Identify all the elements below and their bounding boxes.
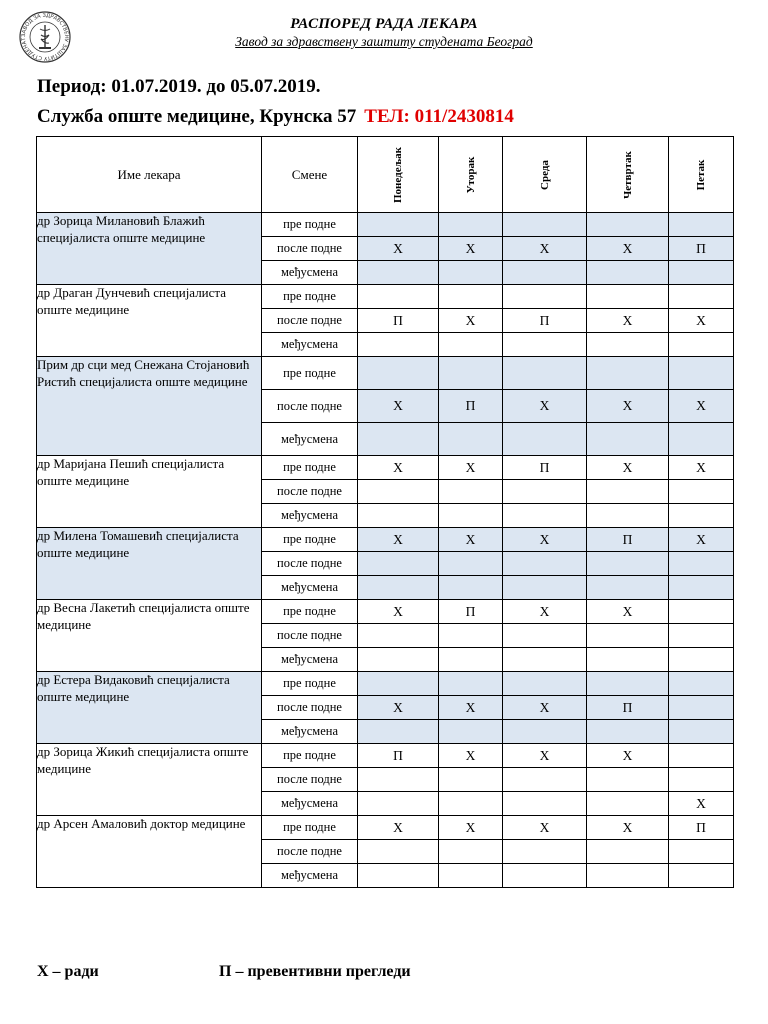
schedule-cell (439, 504, 503, 528)
schedule-cell (358, 333, 439, 357)
schedule-cell (503, 213, 587, 237)
schedule-cell (358, 576, 439, 600)
column-header-shift: Смене (262, 137, 358, 213)
schedule-cell (503, 552, 587, 576)
schedule-cell (669, 423, 734, 456)
schedule-cell (587, 576, 669, 600)
table-row (37, 672, 734, 696)
table-row (37, 600, 734, 624)
schedule-cell (587, 720, 669, 744)
shift-label: међусмена (262, 333, 358, 357)
schedule-cell (669, 624, 734, 648)
schedule-cell (669, 744, 734, 768)
schedule-cell (358, 840, 439, 864)
shift-label: пре подне (262, 213, 358, 237)
schedule-cell (358, 792, 439, 816)
shift-label: после подне (262, 624, 358, 648)
schedule-cell (358, 285, 439, 309)
shift-label: пре подне (262, 600, 358, 624)
schedule-cell (358, 864, 439, 888)
schedule-cell (503, 261, 587, 285)
schedule-cell: П (669, 237, 734, 261)
schedule-cell (587, 357, 669, 390)
schedule-cell: Х (358, 237, 439, 261)
column-header-monday: Понедељак (358, 137, 439, 213)
schedule-cell (587, 333, 669, 357)
schedule-cell: Х (439, 456, 503, 480)
schedule-cell: Х (669, 390, 734, 423)
shift-label: после подне (262, 309, 358, 333)
doctor-name: др Драган Дунчевић специјалиста опште медицине (37, 285, 262, 357)
schedule-cell (587, 792, 669, 816)
schedule-cell (439, 285, 503, 309)
schedule-cell (439, 423, 503, 456)
schedule-cell: П (439, 600, 503, 624)
schedule-cell: Х (358, 528, 439, 552)
schedule-cell (439, 720, 503, 744)
schedule-cell: П (503, 456, 587, 480)
schedule-cell: Х (503, 696, 587, 720)
shift-label: пре подне (262, 672, 358, 696)
schedule-cell (503, 333, 587, 357)
schedule-cell (669, 840, 734, 864)
schedule-cell (503, 357, 587, 390)
table-row (37, 456, 734, 480)
shift-label: после подне (262, 840, 358, 864)
schedule-cell (669, 480, 734, 504)
schedule-cell: Х (669, 528, 734, 552)
doctor-name: др Естера Видаковић специјалиста опште медицине (37, 672, 262, 744)
shift-label: после подне (262, 480, 358, 504)
schedule-table (36, 136, 734, 888)
schedule-cell: П (669, 816, 734, 840)
schedule-cell: П (439, 390, 503, 423)
schedule-cell (358, 672, 439, 696)
schedule-cell (503, 423, 587, 456)
schedule-cell (503, 672, 587, 696)
schedule-cell (669, 720, 734, 744)
shift-label: међусмена (262, 864, 358, 888)
schedule-cell (503, 285, 587, 309)
schedule-cell: Х (358, 816, 439, 840)
schedule-cell (503, 720, 587, 744)
shift-label: међусмена (262, 423, 358, 456)
column-header-thursday: Четвртак (587, 137, 669, 213)
schedule-cell (669, 768, 734, 792)
schedule-cell (587, 261, 669, 285)
schedule-cell: Х (587, 744, 669, 768)
schedule-cell: Х (587, 456, 669, 480)
schedule-cell (587, 504, 669, 528)
column-header-friday: Петак (669, 137, 734, 213)
schedule-cell: Х (503, 237, 587, 261)
schedule-cell (587, 213, 669, 237)
shift-label: после подне (262, 768, 358, 792)
schedule-cell: Х (669, 309, 734, 333)
schedule-cell: Х (503, 390, 587, 423)
service-line (37, 106, 514, 128)
shift-label: пре подне (262, 744, 358, 768)
shift-label: међусмена (262, 792, 358, 816)
schedule-cell (439, 357, 503, 390)
schedule-cell (358, 624, 439, 648)
schedule-cell (503, 840, 587, 864)
schedule-cell (503, 504, 587, 528)
schedule-cell (358, 480, 439, 504)
schedule-cell (439, 213, 503, 237)
schedule-cell (587, 672, 669, 696)
table-row (37, 816, 734, 840)
schedule-cell: Х (587, 309, 669, 333)
schedule-cell (358, 261, 439, 285)
schedule-period: Период: 01.07.2019. до 05.07.2019. (37, 76, 321, 97)
schedule-cell (669, 504, 734, 528)
table-row (37, 213, 734, 237)
schedule-cell (358, 213, 439, 237)
doctor-name: др Зорица Милановић Блажић специјалиста опште медицине (37, 213, 262, 285)
shift-label: после подне (262, 237, 358, 261)
schedule-cell (439, 480, 503, 504)
schedule-cell (587, 423, 669, 456)
table-row (37, 357, 734, 390)
schedule-cell (439, 840, 503, 864)
schedule-cell (669, 213, 734, 237)
schedule-cell (669, 333, 734, 357)
schedule-cell: Х (503, 600, 587, 624)
shift-label: међусмена (262, 648, 358, 672)
schedule-cell: Х (587, 816, 669, 840)
shift-label: после подне (262, 390, 358, 423)
schedule-cell (587, 480, 669, 504)
schedule-cell: Х (358, 696, 439, 720)
schedule-cell (358, 552, 439, 576)
schedule-cell: Х (503, 528, 587, 552)
schedule-cell (669, 864, 734, 888)
shift-label: пре подне (262, 456, 358, 480)
schedule-cell: Х (587, 237, 669, 261)
schedule-cell (358, 423, 439, 456)
schedule-cell (669, 648, 734, 672)
shift-label: међусмена (262, 504, 358, 528)
seal-ring-text: ЗАВОД ЗА ЗДРАВСТВЕНУ ЗАШТИТУ СТУДЕНАТ (20, 12, 70, 62)
schedule-cell (587, 624, 669, 648)
schedule-cell (503, 576, 587, 600)
schedule-cell (587, 864, 669, 888)
schedule-cell (669, 552, 734, 576)
column-header-wednesday: Среда (503, 137, 587, 213)
table-row (37, 744, 734, 768)
document-title: РАСПОРЕД РАДА ЛЕКАРА (290, 16, 478, 32)
doctor-name: др Маријана Пешић специјалиста опште медицине (37, 456, 262, 528)
doctor-name: др Зорица Жикић специјалиста опште медицине (37, 744, 262, 816)
legend-preventive: П – превентивни прегледи (219, 963, 411, 980)
schedule-cell (669, 672, 734, 696)
schedule-cell (503, 864, 587, 888)
schedule-cell (439, 672, 503, 696)
schedule-cell: Х (669, 456, 734, 480)
table-header-row (37, 137, 734, 213)
shift-label: после подне (262, 552, 358, 576)
schedule-cell (587, 768, 669, 792)
schedule-cell (358, 648, 439, 672)
schedule-cell: Х (439, 237, 503, 261)
schedule-cell: Х (439, 696, 503, 720)
shift-label: пре подне (262, 357, 358, 390)
doctor-name: др Весна Лакетић специјалиста опште медицине (37, 600, 262, 672)
schedule-cell: П (587, 528, 669, 552)
schedule-cell (669, 261, 734, 285)
schedule-cell: Х (503, 744, 587, 768)
schedule-cell (439, 864, 503, 888)
doctor-name: др Арсен Амаловић доктор медицине (37, 816, 262, 888)
shift-label: после подне (262, 696, 358, 720)
shift-label: пре подне (262, 285, 358, 309)
schedule-body (37, 213, 734, 888)
schedule-cell (439, 624, 503, 648)
schedule-cell (669, 576, 734, 600)
schedule-cell: Х (587, 390, 669, 423)
schedule-cell (503, 624, 587, 648)
column-header-tuesday: Уторак (439, 137, 503, 213)
schedule-cell (503, 480, 587, 504)
schedule-cell (439, 792, 503, 816)
schedule-cell: Х (439, 528, 503, 552)
schedule-cell (439, 576, 503, 600)
schedule-cell: Х (669, 792, 734, 816)
service-name: Служба опште медицине, Крунска 57 (37, 106, 357, 127)
doctor-name: Прим др сци мед Снежана Стојановић Ристић специјалиста опште медицине (37, 357, 262, 456)
schedule-cell (439, 261, 503, 285)
schedule-cell (669, 357, 734, 390)
schedule-cell: Х (439, 309, 503, 333)
shift-label: међусмена (262, 576, 358, 600)
schedule-cell (587, 285, 669, 309)
schedule-cell (358, 720, 439, 744)
schedule-cell (439, 768, 503, 792)
schedule-cell (669, 285, 734, 309)
schedule-cell: Х (358, 390, 439, 423)
legend-works: Х – ради (37, 963, 99, 980)
schedule-cell: Х (358, 600, 439, 624)
schedule-cell (358, 504, 439, 528)
shift-label: пре подне (262, 528, 358, 552)
shift-label: међусмена (262, 261, 358, 285)
schedule-cell (669, 600, 734, 624)
schedule-cell (503, 792, 587, 816)
shift-label: пре подне (262, 816, 358, 840)
schedule-cell: Х (439, 816, 503, 840)
doctor-name: др Милена Томашевић специјалиста опште медицине (37, 528, 262, 600)
schedule-cell (669, 696, 734, 720)
schedule-cell: Х (439, 744, 503, 768)
schedule-cell: Х (358, 456, 439, 480)
schedule-cell (439, 552, 503, 576)
schedule-cell (503, 768, 587, 792)
schedule-cell (503, 648, 587, 672)
schedule-cell: П (503, 309, 587, 333)
shift-label: међусмена (262, 720, 358, 744)
service-phone: ТЕЛ: 011/2430814 (364, 106, 514, 127)
schedule-cell: П (358, 309, 439, 333)
schedule-cell (358, 357, 439, 390)
schedule-cell: Х (503, 816, 587, 840)
schedule-cell: П (358, 744, 439, 768)
schedule-cell (358, 768, 439, 792)
table-row (37, 285, 734, 309)
schedule-cell: П (587, 696, 669, 720)
institution-subtitle: Завод за здравствену заштиту студената Београд (235, 34, 533, 49)
schedule-cell (587, 648, 669, 672)
schedule-cell (587, 552, 669, 576)
table-row (37, 528, 734, 552)
schedule-cell (439, 648, 503, 672)
schedule-cell: Х (587, 600, 669, 624)
schedule-cell (587, 840, 669, 864)
column-header-doctor: Име лекара (37, 137, 262, 213)
schedule-cell (439, 333, 503, 357)
